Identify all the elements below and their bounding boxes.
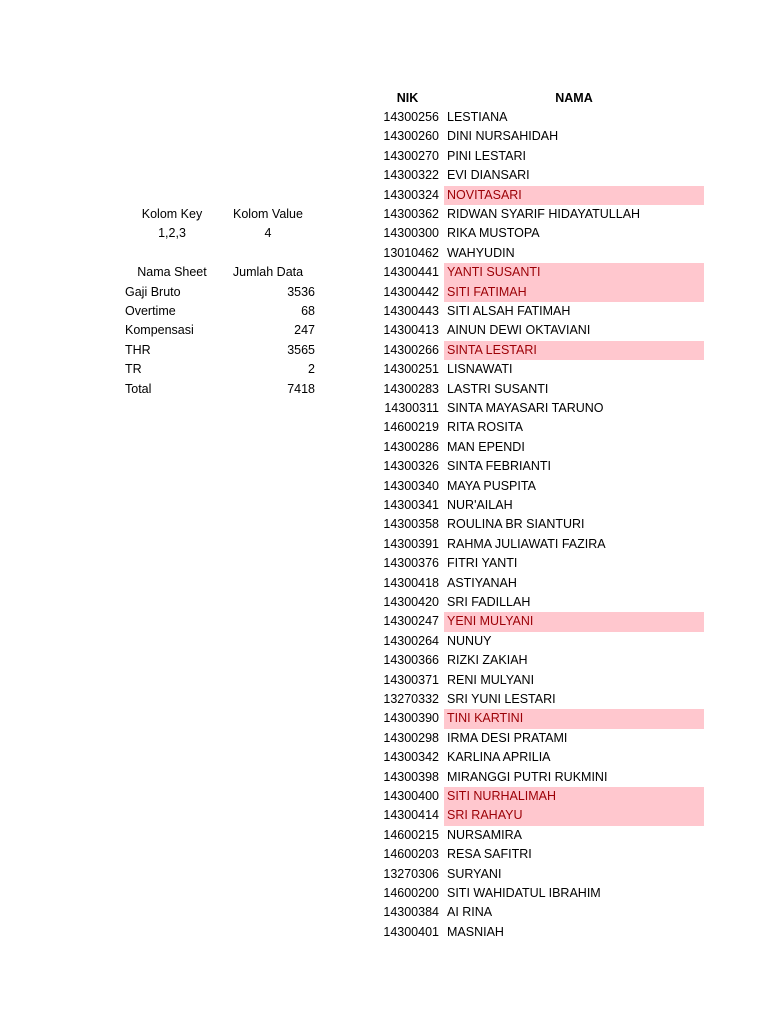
nik-cell: 14300264: [383, 633, 439, 648]
nik-cell: 14600215: [383, 827, 439, 842]
table-row: [376, 302, 704, 321]
nama-cell: EVI DIANSARI: [447, 168, 530, 183]
table-row: [376, 515, 704, 534]
nama-cell: SITI ALSAH FATIMAH: [447, 304, 571, 318]
nik-cell: 14300341: [383, 498, 439, 512]
nik-cell: 14300441: [383, 265, 439, 280]
table-row: [376, 399, 704, 418]
nama-cell: MASNIAH: [447, 924, 504, 939]
nik-cell: 14300413: [383, 323, 439, 338]
nik-cell: 14300340: [383, 478, 439, 493]
table-row: [376, 263, 704, 282]
nama-cell: SRI YUNI LESTARI: [447, 692, 556, 706]
nama-sheet-header: Nama Sheet: [137, 265, 207, 279]
table-row: [376, 457, 704, 476]
summary-count: 3565: [287, 342, 315, 357]
table-row: [376, 477, 704, 496]
summary-sheet-name: THR: [125, 342, 151, 357]
nama-cell: ASTIYANAH: [447, 575, 517, 590]
kolom-key-header: Kolom Key: [141, 207, 203, 221]
nik-cell: 14300390: [383, 711, 439, 726]
nik-cell: 13270306: [383, 866, 439, 881]
jumlah-data-header: Jumlah Data: [232, 265, 304, 279]
table-row: [376, 380, 704, 399]
nama-cell: AI RINA: [447, 905, 493, 920]
nik-cell: 14300322: [383, 168, 439, 183]
table-row: [376, 632, 704, 651]
nik-cell: 14300401: [383, 924, 439, 939]
kolom-value-header: Kolom Value: [233, 207, 303, 221]
summary-sheet-name: Total: [125, 381, 152, 396]
nik-cell: 14300420: [383, 595, 439, 609]
nama-cell: IRMA DESI PRATAMI: [447, 730, 568, 745]
nama-cell: RIKA MUSTOPA: [447, 226, 540, 241]
nik-cell: 14300442: [383, 284, 439, 299]
summary-sheet-name: Gaji Bruto: [125, 284, 181, 299]
nama-cell: SRI FADILLAH: [447, 595, 531, 609]
table-row: [376, 147, 704, 166]
nama-cell: AINUN DEWI OKTAVIANI: [447, 323, 591, 338]
summary-sheet-name: Overtime: [125, 303, 176, 318]
nama-cell: MAN EPENDI: [447, 439, 525, 454]
nik-cell: 14300298: [383, 730, 439, 745]
nik-cell: 14600200: [383, 886, 439, 900]
nama-cell-highlighted: SITI FATIMAH: [444, 283, 704, 302]
nama-cell-highlighted: SRI RAHAYU: [444, 806, 704, 825]
summary-count: 3536: [287, 284, 315, 299]
nama-cell-highlighted: TINI KARTINI: [444, 709, 704, 728]
table-row: [376, 729, 704, 748]
nama-cell: SURYANI: [447, 866, 502, 881]
nama-cell: RESA SAFITRI: [447, 847, 532, 862]
summary-sheet-name: Kompensasi: [125, 323, 194, 338]
nik-cell: 14300418: [383, 575, 439, 590]
table-row: [376, 923, 704, 942]
nik-cell: 14600219: [383, 420, 439, 435]
table-row: [376, 709, 704, 728]
nik-cell: 14300414: [383, 808, 439, 823]
nama-cell: NUR'AILAH: [447, 498, 513, 512]
nik-cell: 14300270: [383, 148, 439, 163]
nik-cell: 14300324: [383, 187, 439, 202]
table-row: [376, 283, 704, 302]
nama-cell: NURSAMIRA: [447, 827, 523, 842]
nama-cell-highlighted: SINTA LESTARI: [444, 341, 704, 360]
nama-cell-highlighted: NOVITASARI: [444, 186, 704, 205]
table-row: [376, 205, 704, 224]
nik-cell: 14300398: [383, 769, 439, 784]
nama-cell: LASTRI SUSANTI: [447, 381, 549, 396]
kolom-key-value: 1,2,3: [158, 226, 186, 240]
nik-cell: 14300283: [383, 381, 439, 396]
nama-cell: RENI MULYANI: [447, 672, 535, 687]
table-row: [376, 787, 704, 806]
table-row: [376, 845, 704, 864]
nik-header: NIK: [396, 91, 419, 105]
nama-cell: KARLINA APRILIA: [447, 750, 551, 765]
nik-cell: 14300384: [383, 905, 439, 920]
table-row: [376, 651, 704, 670]
table-row: [376, 865, 704, 884]
table-row: [376, 224, 704, 243]
nama-cell: RAHMA JULIAWATI FAZIRA: [447, 536, 606, 551]
nik-cell: 14300443: [383, 304, 439, 318]
summary-count: 7418: [287, 381, 315, 396]
nama-cell: SITI WAHIDATUL IBRAHIM: [447, 886, 601, 900]
nik-cell: 14300371: [383, 672, 439, 687]
table-row: [376, 341, 704, 360]
nama-cell: ROULINA BR SIANTURI: [447, 517, 585, 532]
nik-cell: 14300251: [383, 362, 439, 377]
nama-cell: SINTA FEBRIANTI: [447, 459, 551, 474]
table-row: [376, 438, 704, 457]
nik-cell: 13270332: [383, 692, 439, 706]
nik-cell: 14300400: [383, 789, 439, 803]
kolom-value-value: 4: [264, 226, 272, 240]
nama-cell: RITA ROSITA: [447, 420, 523, 435]
nama-cell: MAYA PUSPITA: [447, 478, 536, 493]
nama-header: NAMA: [555, 91, 593, 105]
nama-cell: RIZKI ZAKIAH: [447, 653, 528, 668]
nik-cell: 14300300: [383, 226, 439, 241]
table-row: [376, 593, 704, 612]
nama-cell: WAHYUDIN: [447, 245, 515, 260]
table-row: [376, 768, 704, 787]
table-row: [376, 321, 704, 340]
table-row: [376, 884, 704, 903]
table-row: [376, 903, 704, 922]
table-row: [376, 496, 704, 515]
nama-cell: PINI LESTARI: [447, 148, 526, 163]
nama-cell: SINTA MAYASARI TARUNO: [447, 401, 604, 415]
nik-cell: 14300342: [383, 750, 439, 765]
table-row: [376, 826, 704, 845]
nik-cell: 14300376: [383, 556, 439, 571]
nik-cell: 14300358: [383, 517, 439, 532]
nama-cell-highlighted: YENI MULYANI: [444, 612, 704, 631]
nik-cell: 14300260: [383, 129, 439, 144]
nama-cell: RIDWAN SYARIF HIDAYATULLAH: [447, 207, 641, 221]
nama-cell: DINI NURSAHIDAH: [447, 129, 559, 144]
table-row: [376, 360, 704, 379]
table-row: [376, 418, 704, 437]
nik-cell: 14300362: [383, 207, 439, 221]
nik-cell: 14300311: [384, 401, 439, 415]
table-row: [376, 186, 704, 205]
summary-count: 2: [308, 362, 315, 377]
table-row: [376, 806, 704, 825]
nik-cell: 14300326: [383, 459, 439, 474]
table-row: [376, 166, 704, 185]
table-row: [376, 612, 704, 631]
nik-cell: 14600203: [383, 847, 439, 862]
table-row: [376, 574, 704, 593]
nik-cell: 14300256: [383, 110, 439, 124]
table-row: [376, 690, 704, 709]
table-row: [376, 748, 704, 767]
nama-cell: LISNAWATI: [447, 362, 513, 377]
nik-cell: 14300366: [383, 653, 439, 668]
summary-count: 68: [301, 303, 315, 318]
table-row: [376, 535, 704, 554]
nik-cell: 13010462: [383, 245, 439, 260]
nik-cell: 14300266: [383, 342, 439, 357]
nama-cell: FITRI YANTI: [447, 556, 518, 571]
nik-cell: 14300391: [383, 536, 439, 551]
nama-cell: LESTIANA: [447, 110, 508, 124]
table-row: [376, 108, 704, 127]
table-row: [376, 244, 704, 263]
nama-cell: NUNUY: [447, 633, 492, 648]
table-row: [376, 127, 704, 146]
summary-count: 247: [294, 323, 315, 338]
nik-cell: 14300286: [383, 439, 439, 454]
nik-cell: 14300247: [383, 614, 439, 629]
table-row: [376, 554, 704, 573]
nama-cell-highlighted: SITI NURHALIMAH: [444, 787, 704, 806]
table-row: [376, 671, 704, 690]
summary-sheet-name: TR: [125, 362, 142, 377]
nama-cell: MIRANGGI PUTRI RUKMINI: [447, 769, 608, 784]
nama-cell-highlighted: YANTI SUSANTI: [444, 263, 704, 282]
